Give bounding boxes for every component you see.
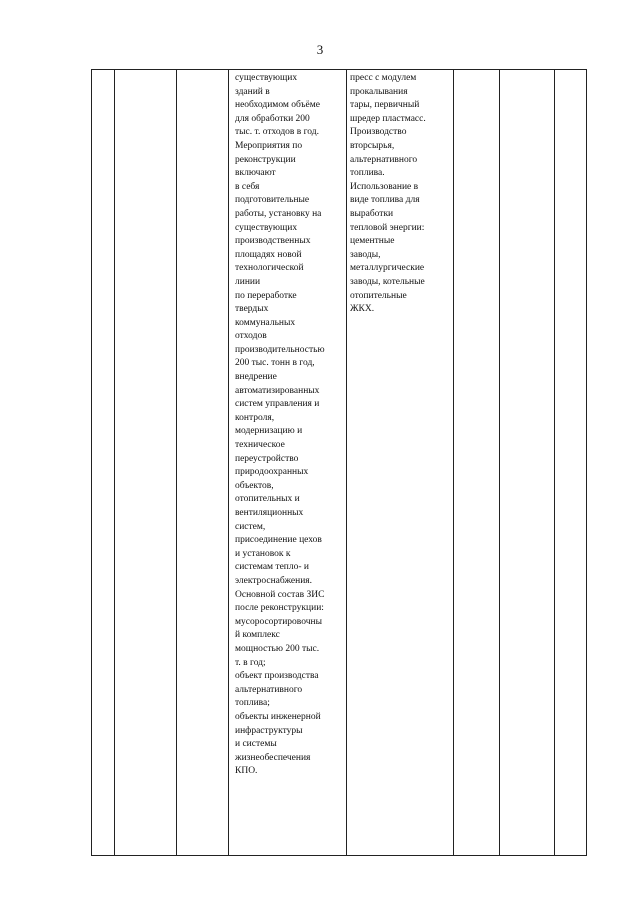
table-cell-col2 — [115, 70, 177, 856]
project-table — [91, 69, 587, 856]
table-cell-col1 — [92, 70, 115, 856]
table-cell-col6 — [454, 70, 500, 856]
table-cell-col8 — [555, 70, 587, 856]
page-number: 3 — [316, 42, 324, 57]
table-cell-col3 — [177, 70, 229, 856]
table-cell-col7 — [500, 70, 555, 856]
table-cell-technology — [347, 70, 454, 856]
table-row — [92, 70, 587, 856]
description-text: существующих зданий в необходимом объёме для обработки 200 тыс. т. отходов в год. Мероприятия по реконструкции включают в себя подготовительные работы, установку на существующих производственных площадях новой технологической линии по переработке твердых коммунальных отходов производительностью 200 тыс. тонн в год, внедрение автоматизированных систем управления и контроля, модернизацию и техническое переустройство природоохранных объектов, отопительных и вентиляционных систем, присоединение цехов и установок к системам тепло- и электроснабжения. Основной состав ЗИС после реконструкции: мусоросортировочны й комплекс мощностью 200 тыс. т. в год; объект производства альтернативного топлива; объекты инженерной инфраструктуры и системы жизнеобеспечения КПО. — [235, 73, 325, 777]
technology-text: пресс с модулем прокалывания тары, первичный шредер пластмасс. Производство вторсырья, альтернативного топлива. Использование в виде топлива для выработки тепловой энергии: цементные заводы, металлургические заводы, котельные отопительные ЖКХ. — [350, 73, 426, 315]
table-cell-description — [229, 70, 347, 856]
